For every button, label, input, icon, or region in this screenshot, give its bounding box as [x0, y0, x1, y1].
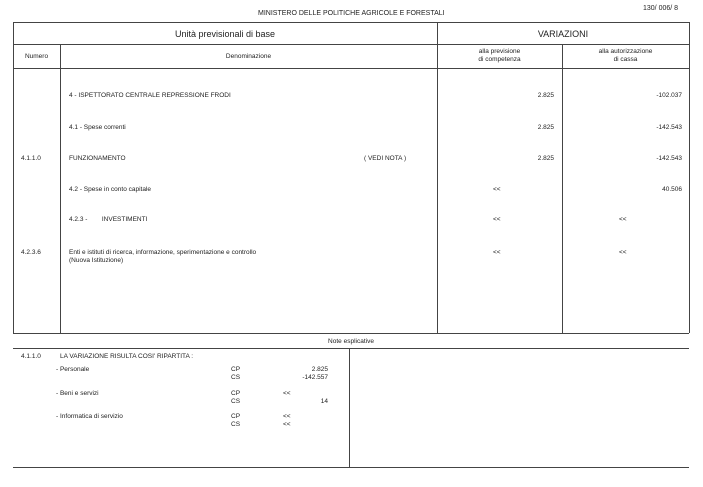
- note-cs-code: CS: [231, 421, 241, 428]
- note-cp-code: CP: [231, 413, 241, 420]
- row-numero: 4.1.1.0: [21, 155, 41, 162]
- table-right-border: [689, 22, 690, 333]
- ministry-title: MINISTERO DELLE POLITICHE AGRICOLE E FORESTALI: [258, 10, 445, 17]
- note-cs-code: CS: [231, 398, 241, 405]
- note-item-label: - Beni e servizi: [56, 390, 99, 397]
- row-competenza: 2.825: [537, 155, 554, 162]
- note-cp-code: CP: [231, 390, 241, 397]
- row-competenza: 2.825: [537, 124, 554, 131]
- row-denominazione: 4.2 - Spese in conto capitale: [69, 186, 152, 193]
- row-denominazione: 4 - ISPETTORATO CENTRALE REPRESSIONE FRODI: [69, 92, 231, 99]
- notes-top-divider: [13, 348, 689, 349]
- note-cs-code: CS: [231, 374, 241, 381]
- row-cassa: 40.506: [662, 186, 682, 193]
- row-denominazione: Enti e istituti di ricerca, informazione, sperimentazione e controllo (Nuova Istituzione): [69, 249, 257, 264]
- notes-numero: 4.1.1.0: [21, 353, 41, 360]
- group-header-divider: [13, 44, 689, 45]
- row-cassa: -142.543: [656, 155, 682, 162]
- note-cs-value: -142.557: [302, 374, 328, 381]
- group-header-upb: Unità previsionali di base: [174, 29, 276, 39]
- column-header-denominazione: Denominazione: [225, 53, 272, 60]
- group-header-variazioni: VARIAZIONI: [537, 29, 589, 39]
- notes-heading: LA VARIAZIONE RISULTA COSI' RIPARTITA :: [60, 353, 194, 360]
- row-cassa: <<: [619, 216, 627, 223]
- table-bottom-border: [13, 333, 689, 334]
- row-competenza: <<: [493, 216, 501, 223]
- note-cp-value: <<: [283, 413, 291, 420]
- row-competenza: 2.825: [537, 92, 554, 99]
- row-competenza: <<: [493, 186, 501, 193]
- notes-column-divider: [349, 348, 350, 467]
- row-nota: ( VEDI NOTA ): [364, 155, 407, 162]
- page-reference: 130/ 006/ 8: [643, 5, 679, 12]
- variazioni-divider: [437, 22, 438, 333]
- notes-bottom-border: [13, 467, 689, 468]
- row-denominazione: 4.2.3 - INVESTIMENTI: [69, 216, 148, 223]
- column-header-cassa: alla autorizzazione di cassa: [598, 48, 653, 63]
- note-cp-value: <<: [283, 390, 291, 397]
- table-left-border: [13, 22, 14, 333]
- cassa-column-divider: [562, 44, 563, 333]
- note-item-label: - Informatica di servizio: [56, 413, 123, 420]
- row-competenza: <<: [493, 249, 501, 256]
- column-header-divider: [13, 68, 689, 69]
- row-cassa: -102.037: [656, 92, 682, 99]
- column-header-competenza: alla previsione di competenza: [478, 48, 521, 63]
- note-cs-value: <<: [283, 421, 291, 428]
- column-header-numero: Numero: [24, 53, 49, 60]
- table-top-border: [13, 22, 689, 23]
- notes-title: Note esplicative: [328, 338, 374, 345]
- row-cassa: -142.543: [656, 124, 682, 131]
- note-item-label: - Personale: [56, 366, 90, 373]
- row-denominazione: 4.1 - Spese correnti: [69, 124, 126, 131]
- note-cp-code: CP: [231, 366, 241, 373]
- note-cs-value: 14: [320, 398, 328, 405]
- note-cp-value: 2.825: [311, 366, 328, 373]
- numero-column-divider: [60, 44, 61, 333]
- row-numero: 4.2.3.6: [21, 249, 41, 256]
- row-denominazione: FUNZIONAMENTO: [69, 155, 126, 162]
- row-cassa: <<: [619, 249, 627, 256]
